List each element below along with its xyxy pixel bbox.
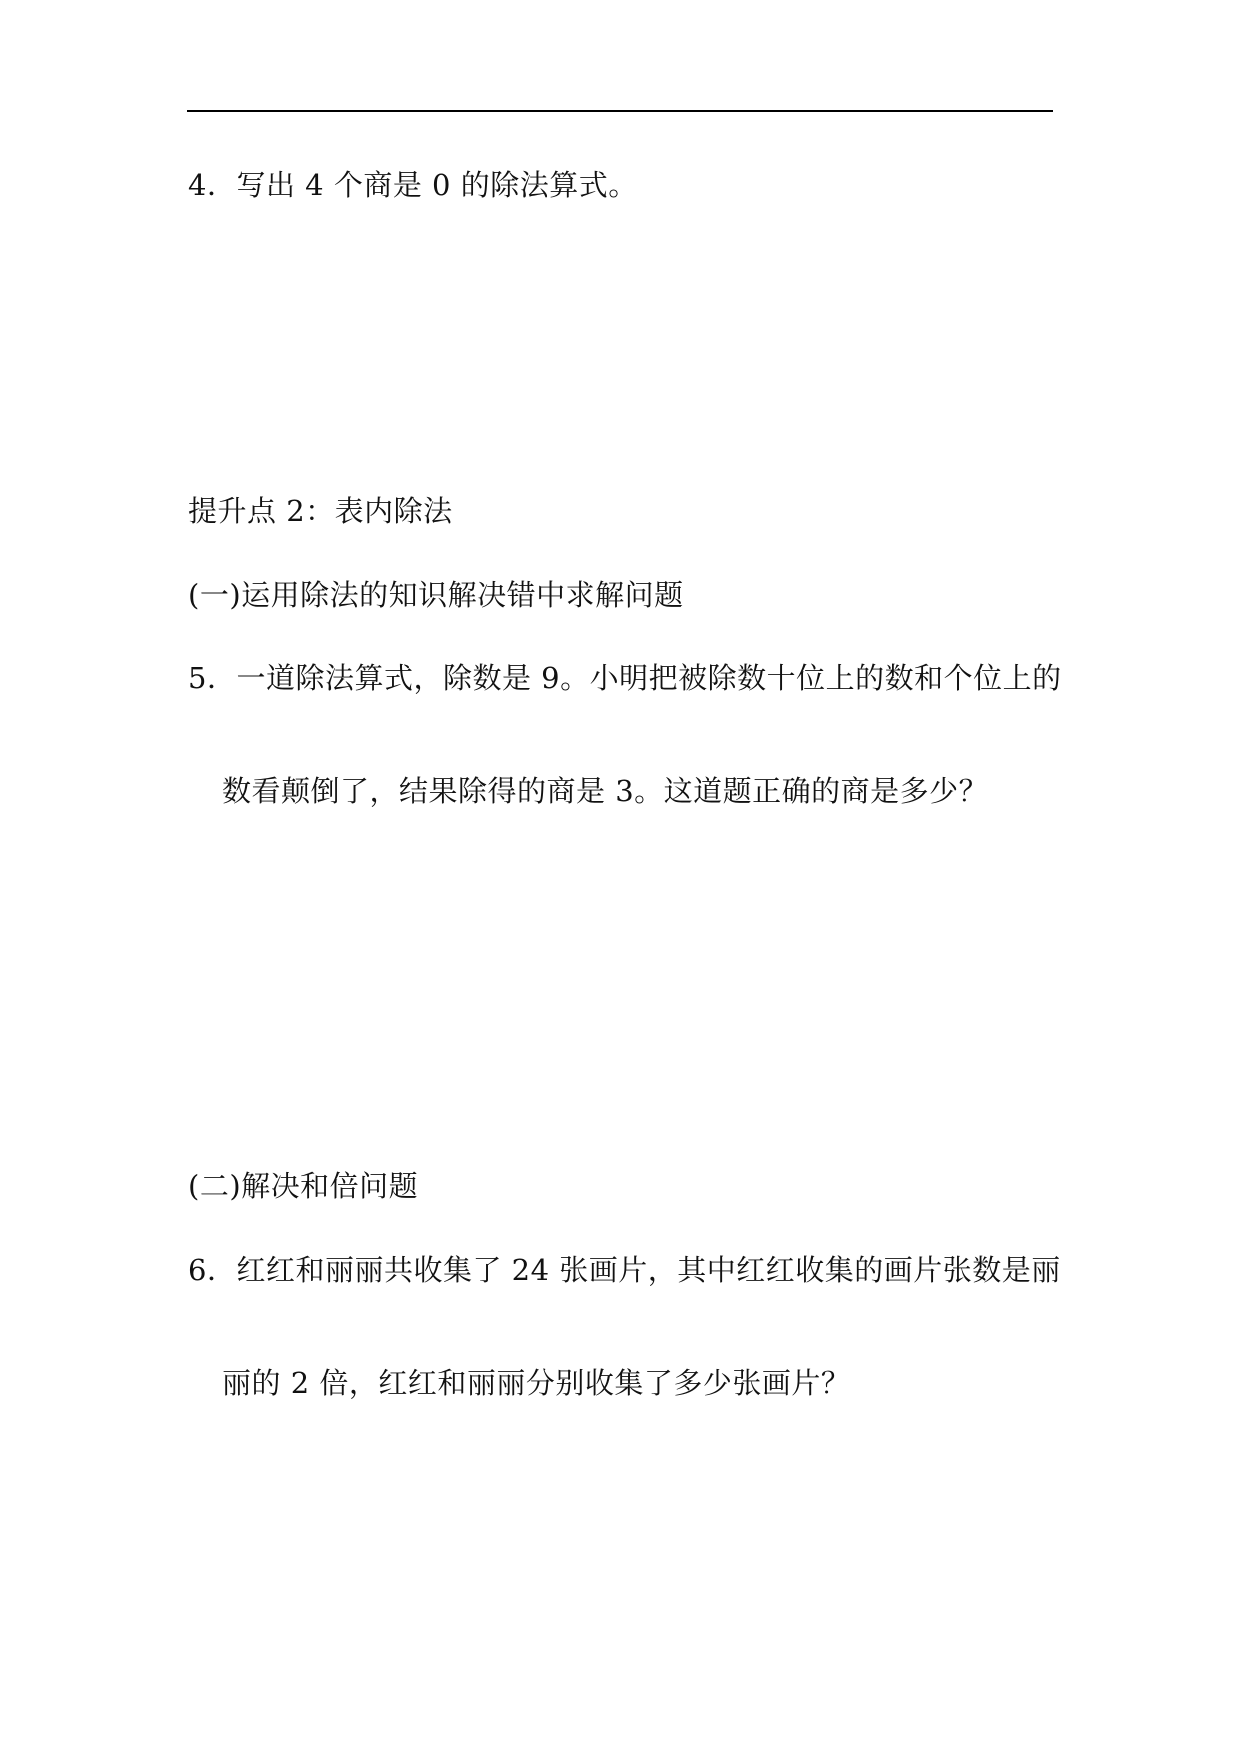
question-5-line-1 — [188, 658, 1062, 698]
question-5-line-2: 数看颠倒了，结果除得的商是 3。这道题正确的商是多少？ — [222, 774, 989, 808]
question-5-text-1: 一道除法算式，除数是 9。小明把被除数十位上的数和个位上的 — [236, 661, 1062, 695]
section-heading-2: 提升点 2：表内除法 — [188, 494, 453, 528]
header-rule — [187, 110, 1053, 112]
question-5-number: 5． — [188, 661, 237, 695]
question-6-line-1 — [188, 1250, 1061, 1290]
question-4-text: 写出 4 个商是 0 的除法算式。 — [236, 168, 638, 202]
question-4 — [188, 165, 638, 205]
subsection-heading-1: (一)运用除法的知识解决错中求解问题 — [188, 578, 684, 612]
question-6-line-2: 丽的 2 倍，红红和丽丽分别收集了多少张画片？ — [222, 1366, 851, 1400]
question-6-text-1: 红红和丽丽共收集了 24 张画片，其中红红收集的画片张数是丽 — [236, 1253, 1061, 1287]
subsection-heading-2: (二)解决和倍问题 — [188, 1169, 419, 1203]
question-4-number: 4． — [188, 168, 237, 202]
question-6-number: 6． — [188, 1253, 237, 1287]
